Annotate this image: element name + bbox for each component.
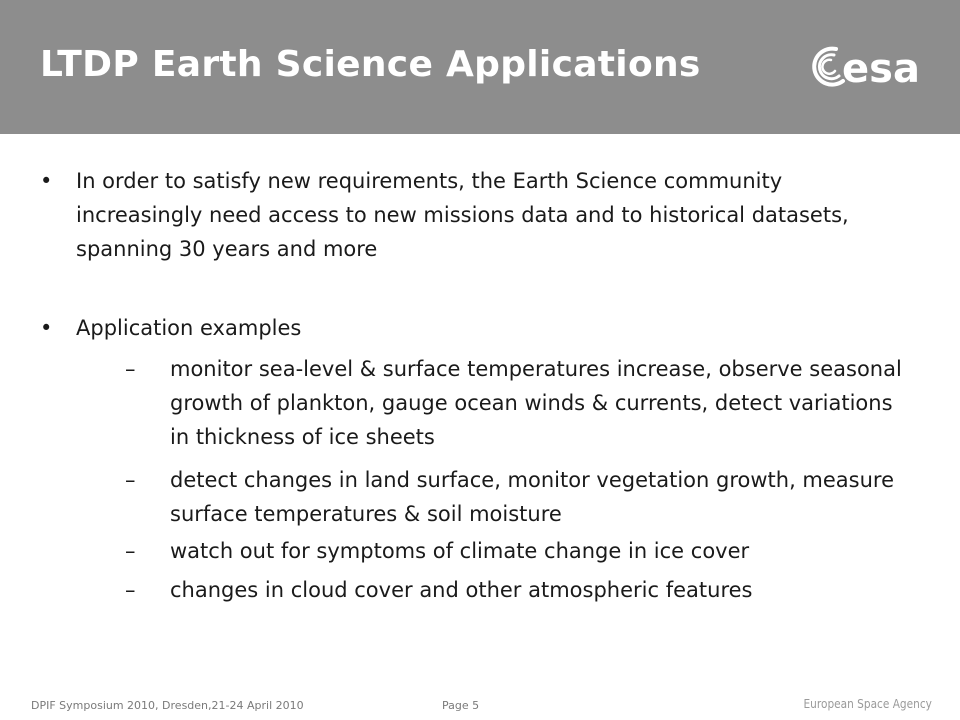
bullet-application-examples <box>40 311 900 345</box>
esa-logo <box>808 40 938 92</box>
slide-header <box>0 0 960 134</box>
footer-event: DPIF Symposium 2010, Dresden,21-24 April 2010 <box>31 699 304 712</box>
sub-item-text: detect changes in land surface, monitor vegetation growth, measure surface temperatures & soil moisture <box>170 468 895 526</box>
sub-item-ocean <box>125 352 915 454</box>
sub-item-text: watch out for symptoms of climate change in ice cover <box>170 539 750 563</box>
footer-agency-name: European Space Agency <box>803 697 932 711</box>
bullet-marker: • <box>40 169 53 193</box>
bullet-text: In order to satisfy new requirements, the Earth Science community increasingly need access to new missions data and to historical datasets, spanning 30 years and more <box>76 169 849 261</box>
sub-item-ice <box>125 534 915 568</box>
bullet-text: Application examples <box>76 316 302 340</box>
sub-item-text: monitor sea-level & surface temperatures increase, observe seasonal growth of plankton, gauge ocean winds & currents, detect variations in thickness of ice sheets <box>170 357 902 449</box>
slide-title: LTDP Earth Science Applications <box>40 44 701 85</box>
dash-marker: – <box>125 357 136 381</box>
esa-logo-text: esa <box>842 46 920 92</box>
dash-marker: – <box>125 578 136 602</box>
sub-item-cloud <box>125 573 915 607</box>
bullet-marker: • <box>40 316 53 340</box>
footer-page-number: Page 5 <box>442 699 480 712</box>
esa-logo-graphic <box>808 40 938 92</box>
dash-marker: – <box>125 468 136 492</box>
sub-item-text: changes in cloud cover and other atmospheric features <box>170 578 753 602</box>
dash-marker: – <box>125 539 136 563</box>
bullet-requirements <box>40 164 900 266</box>
sub-item-land <box>125 463 915 531</box>
